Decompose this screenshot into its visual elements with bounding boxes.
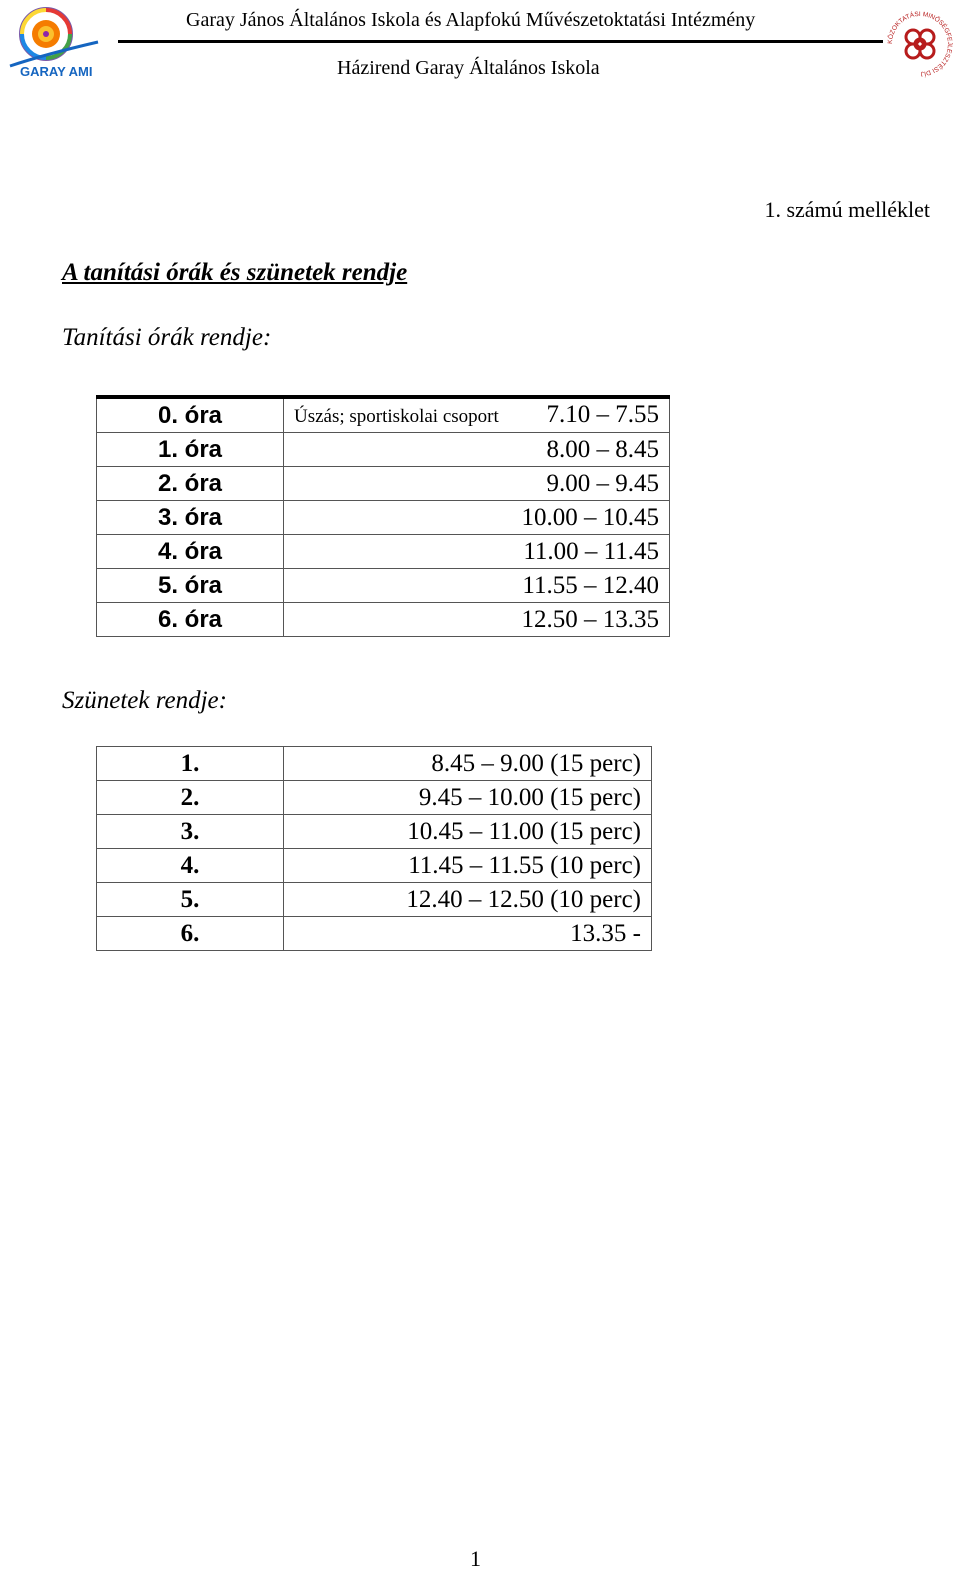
quality-award-seal-icon [885, 9, 955, 79]
annex-label: 1. számú melléklet [764, 197, 930, 222]
table-row [97, 433, 670, 467]
table-row [97, 781, 652, 815]
break-label: 1. [97, 747, 284, 781]
lesson-time: 11.00 – 11.45 [284, 535, 670, 569]
break-time: 12.40 – 12.50 (10 perc) [284, 883, 652, 917]
table-row [97, 917, 652, 951]
break-time: 10.45 – 11.00 (15 perc) [284, 815, 652, 849]
page-title: A tanítási órák és szünetek rendje [62, 259, 408, 286]
lesson-label: 3. óra [97, 501, 284, 535]
breaks-heading: Szünetek rendje: [62, 687, 227, 714]
break-time: 13.35 - [284, 917, 652, 951]
table-row [97, 535, 670, 569]
table-row [97, 569, 670, 603]
table-row [97, 815, 652, 849]
lesson-time: 9.00 – 9.45 [284, 467, 670, 501]
lesson-label: 4. óra [97, 535, 284, 569]
lesson-label: 6. óra [97, 603, 284, 637]
table-row [97, 501, 670, 535]
table-row [97, 397, 670, 433]
break-label: 3. [97, 815, 284, 849]
lesson-time: 11.55 – 12.40 [284, 569, 670, 603]
document-subtitle: Házirend Garay Általános Iskola [337, 57, 600, 79]
lessons-heading: Tanítási órák rendje: [62, 324, 272, 351]
lesson-time: 10.00 – 10.45 [284, 501, 670, 535]
table-row [97, 747, 652, 781]
break-label: 6. [97, 917, 284, 951]
seal-text: KÖZOKTATÁSI MINŐSÉGFEJLESZTÉSI DÍJ [886, 10, 954, 78]
header-divider [118, 40, 883, 43]
table-row [97, 883, 652, 917]
table-row [97, 467, 670, 501]
lesson-time: 12.50 – 13.35 [284, 603, 670, 637]
break-label: 4. [97, 849, 284, 883]
lesson-label: 1. óra [97, 433, 284, 467]
table-row [97, 849, 652, 883]
institution-name: Garay János Általános Iskola és Alapfokú Művészetoktatási Intézmény [186, 9, 756, 31]
break-time: 11.45 – 11.55 (10 perc) [284, 849, 652, 883]
break-label: 2. [97, 781, 284, 815]
break-time: 8.45 – 9.00 (15 perc) [284, 747, 652, 781]
break-label: 5. [97, 883, 284, 917]
svg-text:KÖZOKTATÁSI MINŐSÉGFEJLESZTÉSI [886, 10, 953, 79]
logo-left-text: GARAY AMI [20, 64, 93, 79]
breaks-table [96, 746, 652, 951]
lesson-label: 5. óra [97, 569, 284, 603]
lesson-time: 7.10 – 7.55 [546, 400, 659, 428]
break-time: 9.45 – 10.00 (15 perc) [284, 781, 652, 815]
lesson-note: Úszás; sportiskolai csoport [294, 405, 499, 427]
school-logo-icon [6, 2, 102, 80]
lesson-label: 2. óra [97, 467, 284, 501]
lesson-time: 8.00 – 8.45 [284, 433, 670, 467]
lesson-label: 0. óra [97, 397, 284, 433]
lessons-table [96, 395, 670, 637]
page-number: 1 [470, 1546, 481, 1571]
table-row [97, 603, 670, 637]
